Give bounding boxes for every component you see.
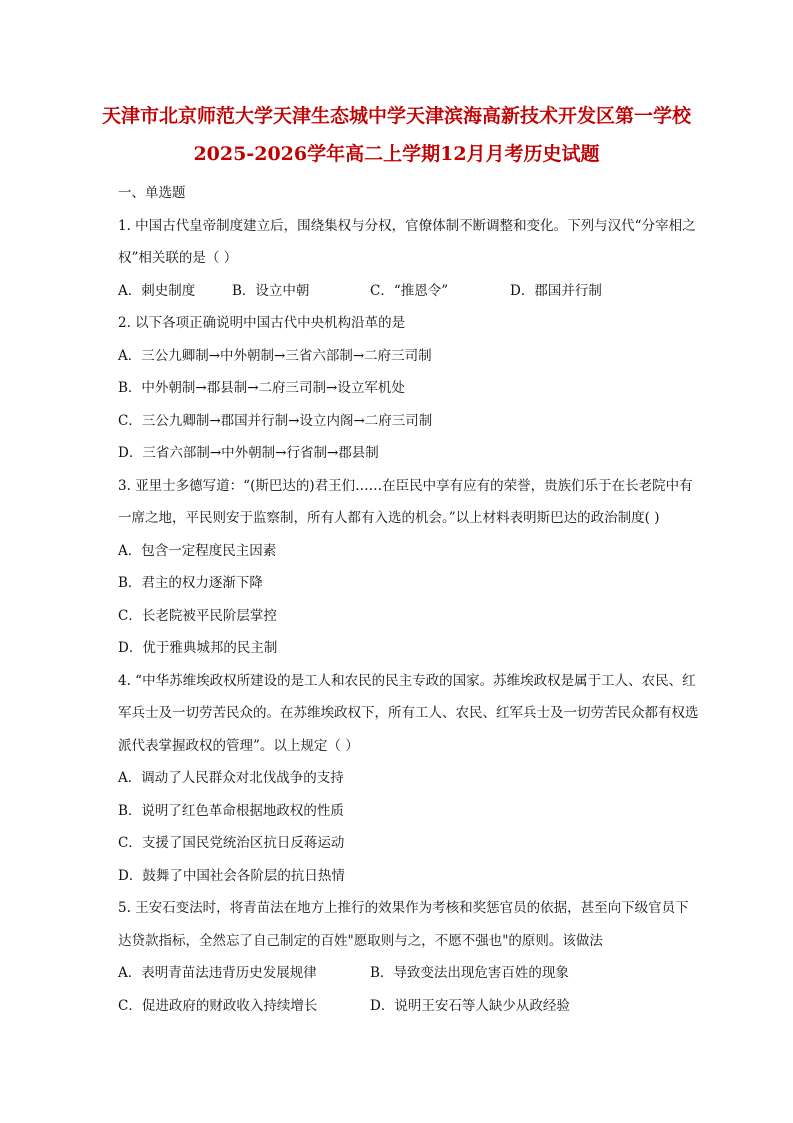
- question-1-option-b: B．设立中朝: [232, 283, 310, 299]
- question-5-option-b: B．导致变法出现危害百姓的现象: [370, 965, 569, 981]
- question-1-stem-line2: 权”相关联的是（ ）: [118, 250, 238, 266]
- question-5-stem-line2: 达贷款指标，全然忘了自己制定的百姓"愿取则与之，不愿不强也"的原则。该做法: [118, 933, 603, 949]
- question-5-option-a: A．表明青苗法违背历史发展规律: [118, 965, 317, 981]
- question-5-option-c: C．促进政府的财政收入持续增长: [118, 998, 318, 1014]
- question-1-stem-line1: 1. 中国古代皇帝制度建立后，围绕集权与分权，官僚体制不断调整和变化。下列与汉代“分宰相之: [118, 218, 696, 234]
- question-1-option-a: A．刺史制度: [118, 283, 196, 299]
- exam-title-line2: 2025-2026学年高二上学期12月月考历史试题: [193, 143, 600, 165]
- question-4-option-d: D．鼓舞了中国社会各阶层的抗日热情: [118, 868, 345, 884]
- question-4-option-b: B．说明了红色革命根据地政权的性质: [118, 803, 344, 819]
- question-5-stem-line1: 5. 王安石变法时，将青苗法在地方上推行的效果作为考核和奖惩官员的依据，甚至向下级官员下: [118, 900, 689, 916]
- section-heading: 一、单选题: [118, 185, 186, 201]
- question-3-stem-line1: 3. 亚里士多德写道：“(斯巴达的)君王们……在臣民中享有应有的荣誉，贵族们乐于在长老院中有: [118, 478, 693, 494]
- question-2-stem-line1: 2. 以下各项正确说明中国古代中央机构沿革的是: [118, 315, 406, 331]
- question-4-option-a: A．调动了人民群众对北伐战争的支持: [118, 770, 344, 786]
- question-3-option-a: A．包含一定程度民主因素: [118, 543, 277, 559]
- question-4-stem-line3: 派代表掌握政权的管理”。以上规定（ ）: [118, 738, 359, 754]
- question-2-option-c: C．三公九卿制→郡国并行制→设立内阁→二府三司制: [118, 413, 433, 429]
- question-5-option-d: D．说明王安石等人缺少从政经验: [370, 998, 570, 1014]
- question-2-option-a: A．三公九卿制→中外朝制→三省六部制→二府三司制: [118, 348, 432, 364]
- question-3-option-b: B．君主的权力逐渐下降: [118, 575, 263, 591]
- question-3-stem-line2: 一席之地，平民则安于监察制，所有人都有入选的机会。”以上材料表明斯巴达的政治制度( ): [118, 510, 660, 526]
- question-2-option-d: D．三省六部制→中外朝制→行省制→郡县制: [118, 445, 379, 461]
- question-4-stem-line2: 军兵士及一切劳苦民众的。在苏维埃政权下，所有工人、农民、红军兵士及一切劳苦民众都有权选: [118, 705, 699, 721]
- question-1-option-c: C．“推恩令”: [370, 283, 449, 299]
- question-4-stem-line1: 4. “中华苏维埃政权所建设的是工人和农民的民主专政的国家。苏维埃政权是属于工人、农民、红: [118, 673, 696, 689]
- question-1-option-d: D．郡国并行制: [510, 283, 602, 299]
- question-3-option-d: D．优于雅典城邦的民主制: [118, 640, 278, 656]
- question-2-option-b: B．中外朝制→郡县制→二府三司制→设立军机处: [118, 380, 405, 396]
- exam-title-line1: 天津市北京师范大学天津生态城中学天津滨海高新技术开发区第一学校: [101, 105, 691, 127]
- question-3-option-c: C．长老院被平民阶层掌控: [118, 608, 277, 624]
- question-4-option-c: C．支援了国民党统治区抗日反蒋运动: [118, 835, 345, 851]
